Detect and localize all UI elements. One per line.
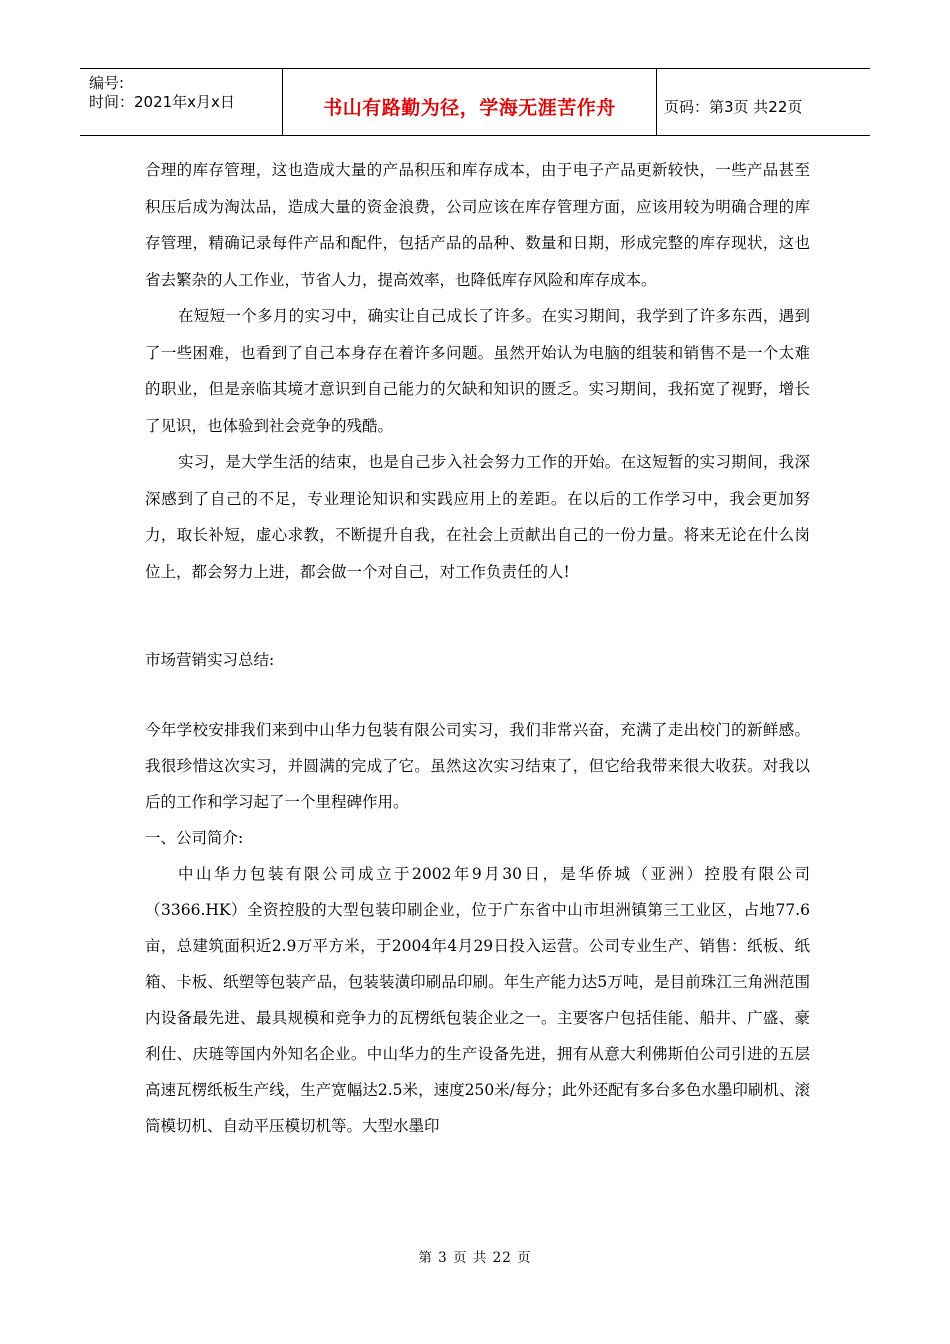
- header-meta: [80, 69, 283, 135]
- header-page-info: 页码：第3页 共22页: [664, 97, 803, 116]
- spacer: [145, 678, 810, 712]
- document-date: 时间：2021年x月x日: [89, 93, 235, 111]
- section-title: 市场营销实习总结:: [145, 651, 275, 669]
- body-paragraph: 中山华力包装有限公司成立于2002年9月30日，是华侨城（亚洲）控股有限公司（3366.HK）全资控股的大型包装印刷企业，位于广东省中山市坦洲镇第三工业区，占地77.6亩，总建筑面积近2.9万平方米，于2004年4月29日投入运营。公司专业生产、销售：纸板、纸箱、卡板、纸塑等包装产品，包装装潢印刷品印刷。年生产能力达5万吨，是目前珠江三角洲范围内设备最先进、最具规模和竞争力的瓦楞纸包装企业之一。主要客户包括佳能、船井、广盛、豪利仕、庆琏等国内外知名企业。中山华力的生产设备先进，拥有从意大利佛斯伯公司引进的五层高速瓦楞纸板生产线，生产宽幅达2.5米，速度250米/每分；此外还配有多台多色水墨印刷机、滚筒模切机、自动平压模切机等。大型水墨印: [145, 865, 810, 1135]
- spacer: [145, 590, 810, 642]
- document-body: [145, 152, 810, 1144]
- body-paragraph: 实习，是大学生活的结束，也是自己步入社会努力工作的开始。在这短暂的实习期间，我深深感到了自己的不足，专业理论知识和实践应用上的差距。在以后的工作学习中，我会更加努力，取长补短，虚心求教，不断提升自我，在社会上贡献出自己的一份力量。将来无论在什么岗位上，都会努力上进，都会做一个对自己，对工作负责任的人!: [145, 453, 810, 581]
- body-paragraph: 在短短一个多月的实习中，确实让自己成长了许多。在实习期间，我学到了许多东西，遇到了一些困难，也看到了自己本身存在着许多问题。虽然开始认为电脑的组装和销售不是一个太难的职业，但是亲临其境才意识到自己能力的欠缺和知识的匮乏。实习期间，我拓宽了视野，增长了见识，也体验到社会竞争的残酷。: [145, 307, 810, 435]
- header-motto: 书山有路勤为径，学海无涯苦作舟: [283, 69, 657, 135]
- document-number-label: 编号:: [89, 74, 125, 92]
- body-paragraph: 合理的库存管理，这也造成大量的产品积压和库存成本，由于电子产品更新较快，一些产品甚至积压后成为淘汰品，造成大量的资金浪费，公司应该在库存管理方面，应该用较为明确合理的库存管理，精确记录每件产品和配件，包括产品的品种、数量和日期，形成完整的库存现状，这也省去繁杂的人工作业，节省人力，提高效率，也降低库存风险和库存成本。: [145, 161, 810, 289]
- page-footer: 第 3 页 共 22 页: [418, 1250, 532, 1266]
- subsection-title: 一、公司简介:: [145, 829, 244, 847]
- body-paragraph: 今年学校安排我们来到中山华力包装有限公司实习，我们非常兴奋，充满了走出校门的新鲜感。我很珍惜这次实习，并圆满的完成了它。虽然这次实习结束了，但它给我带来很大收获。对我以后的工作和学习起了一个里程碑作用。: [145, 721, 810, 811]
- page-header: [80, 68, 870, 136]
